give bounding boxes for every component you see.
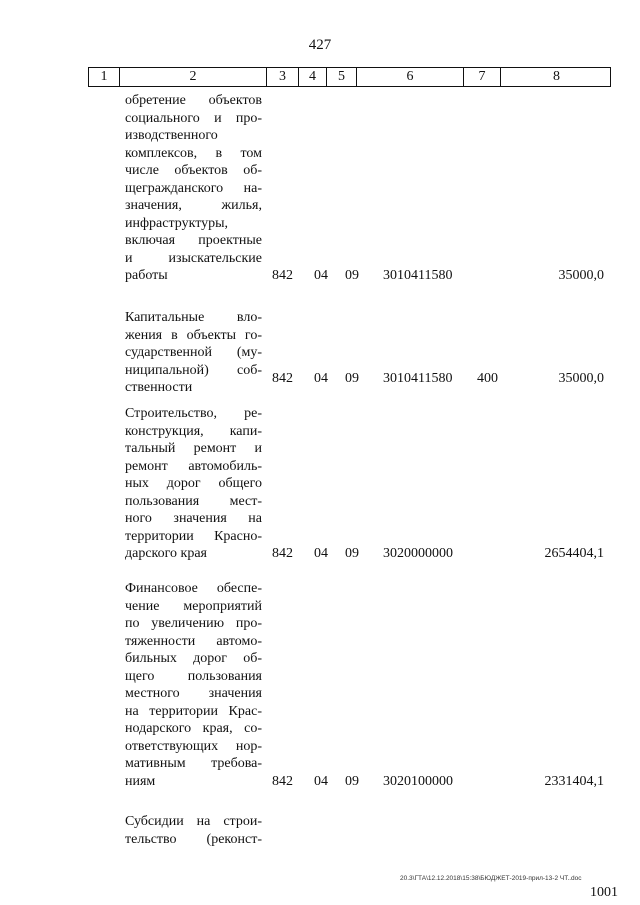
cell-col-6: 3010411580 xyxy=(383,268,453,283)
table-header-row xyxy=(88,67,611,87)
footer-file-path: 20.3\ГТА\12.12.2018\15:38\БЮДЖЕТ-2019-прил-13-2 ЧТ..doc xyxy=(400,875,582,882)
header-col-2: 2 xyxy=(119,68,266,86)
description-line: и изыскательские xyxy=(125,250,262,266)
description-line: Строительство, ре- xyxy=(125,406,262,421)
cell-col-5: 09 xyxy=(345,546,359,561)
description-line: конструкция, капи- xyxy=(125,423,262,439)
description-line: нодарского края, со- xyxy=(125,721,262,736)
cell-col-8: 35000,0 xyxy=(558,268,604,283)
page-number: 427 xyxy=(308,37,332,53)
description-line: инфраструктуры, xyxy=(125,215,229,231)
cell-col-7: 400 xyxy=(477,371,498,386)
cell-col-3: 842 xyxy=(272,774,293,789)
cell-col-4: 04 xyxy=(314,546,328,561)
description-line: по увеличению про- xyxy=(125,616,262,631)
description-line: тяженности автомо- xyxy=(125,633,262,649)
description-line: включая проектные xyxy=(125,233,262,248)
description-line: жения в объекты го- xyxy=(125,327,262,343)
description-line: на территории Крас- xyxy=(125,703,262,719)
cell-col-4: 04 xyxy=(314,371,328,386)
description-line: ниям xyxy=(125,773,156,789)
header-col-7: 7 xyxy=(463,68,500,86)
description-line: числе объектов об- xyxy=(125,163,262,178)
cell-col-6: 3010411580 xyxy=(383,371,453,386)
description-line: тальный ремонт и xyxy=(125,441,262,456)
description-line: Капитальные вло- xyxy=(125,310,262,325)
description-line: Субсидии на строи- xyxy=(125,814,262,829)
description-line: значения, жилья, xyxy=(125,198,262,213)
row-description xyxy=(125,580,262,790)
description-line: обретение объектов xyxy=(125,93,262,108)
header-col-3: 3 xyxy=(266,68,298,86)
description-line: ниципальной) соб- xyxy=(125,362,262,378)
description-line: бильных дорог об- xyxy=(125,651,262,666)
row-description xyxy=(125,405,262,563)
description-line: социального и про- xyxy=(125,110,262,126)
cell-col-6: 3020100000 xyxy=(383,774,453,789)
cell-col-5: 09 xyxy=(345,268,359,283)
header-col-8: 8 xyxy=(500,68,612,86)
cell-col-8: 2654404,1 xyxy=(544,546,604,561)
description-line: изводственного xyxy=(125,128,218,143)
cell-col-4: 04 xyxy=(314,774,328,789)
cell-col-3: 842 xyxy=(272,268,293,283)
description-line: ответствующих нор- xyxy=(125,738,262,754)
description-line: чение мероприятий xyxy=(125,598,262,614)
cell-col-8: 35000,0 xyxy=(558,371,604,386)
description-line: тельство (реконст- xyxy=(125,831,262,847)
row-description xyxy=(125,309,262,397)
cell-col-3: 842 xyxy=(272,371,293,386)
description-line: сударственной (му- xyxy=(125,345,262,360)
description-line: дарского края xyxy=(125,546,207,561)
row-description xyxy=(125,92,262,285)
footer-number: 1001 xyxy=(590,885,618,900)
description-line: пользования мест- xyxy=(125,493,262,509)
cell-col-3: 842 xyxy=(272,546,293,561)
cell-col-5: 09 xyxy=(345,371,359,386)
header-col-5: 5 xyxy=(326,68,356,86)
description-line: щегражданского на- xyxy=(125,180,262,196)
cell-col-6: 3020000000 xyxy=(383,546,453,561)
description-line: комплексов, в том xyxy=(125,145,262,161)
header-col-1: 1 xyxy=(100,69,108,84)
description-line: Финансовое обеспе- xyxy=(125,581,262,596)
header-col-6: 6 xyxy=(356,68,463,86)
description-line: щего пользования xyxy=(125,668,262,684)
row-description xyxy=(125,813,262,848)
description-line: работы xyxy=(125,268,168,283)
description-line: ремонт автомобиль- xyxy=(125,458,262,474)
cell-col-4: 04 xyxy=(314,268,328,283)
description-line: территории Красно- xyxy=(125,528,262,544)
description-line: мативным требова- xyxy=(125,756,262,771)
cell-col-8: 2331404,1 xyxy=(544,774,604,789)
cell-col-5: 09 xyxy=(345,774,359,789)
description-line: ных дорог общего xyxy=(125,476,262,491)
description-line: ственности xyxy=(125,380,193,395)
description-line: местного значения xyxy=(125,686,262,701)
header-col-4: 4 xyxy=(298,68,326,86)
description-line: ного значения на xyxy=(125,511,262,526)
